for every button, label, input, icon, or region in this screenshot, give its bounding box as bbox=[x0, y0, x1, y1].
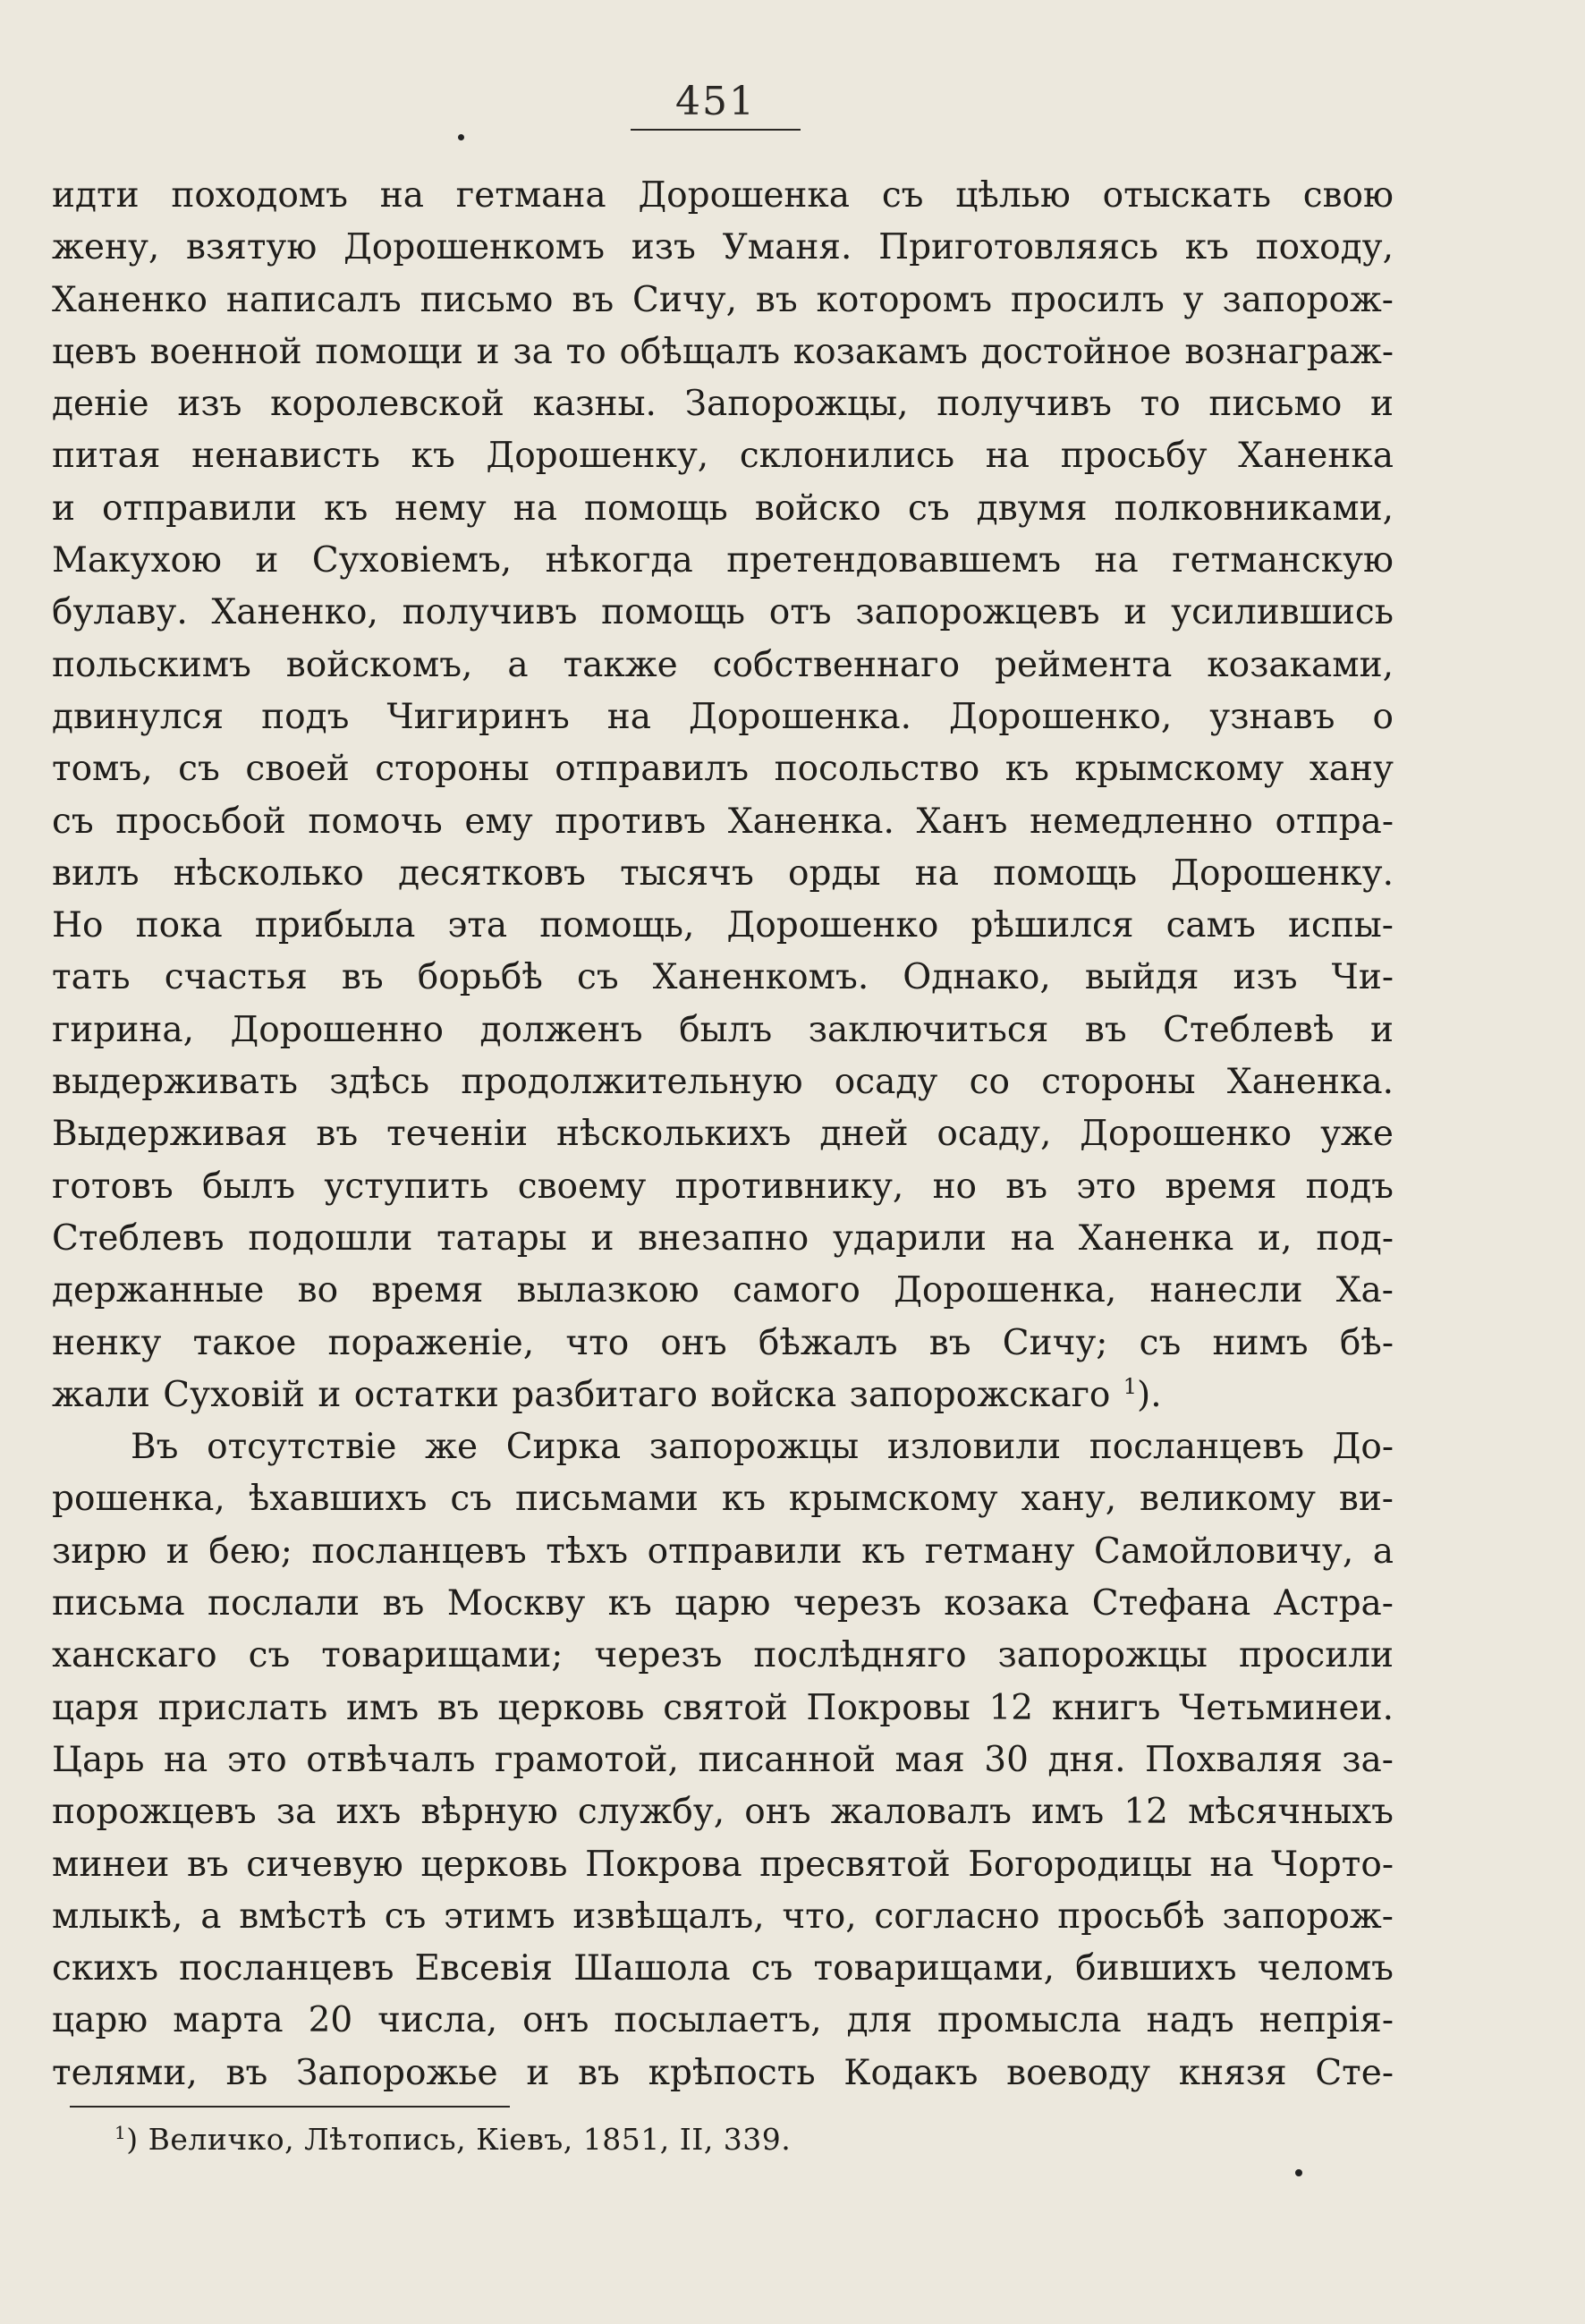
text-line: Стеблевъ подошли татары и внезапно ударили на Ханенка и, под- bbox=[52, 1217, 1394, 1259]
text-line: жену, взятую Дорошенкомъ изъ Уманя. Приготовляясь къ походу, bbox=[52, 227, 1394, 268]
text-line: жали Суховій и остатки разбитаго войска запорожскаго bbox=[52, 1374, 1111, 1415]
text-line: держанные во время вылазкою самого Дорошенка, нанесли Ха- bbox=[52, 1270, 1394, 1311]
text-line: гирина, Дорошенно долженъ былъ заключиться въ Стеблевѣ и bbox=[52, 1009, 1394, 1050]
text-line: идти походомъ на гетмана Дорошенка съ цѣлью отыскать свою bbox=[52, 175, 1394, 216]
print-speck bbox=[458, 134, 464, 140]
text-line: томъ, съ своей стороны отправилъ посольство къ крымскому хану bbox=[52, 749, 1394, 790]
print-speck bbox=[1295, 2169, 1302, 2176]
text-line: царя прислать имъ въ церковь святой Покровы 12 книгъ Четьминеи. bbox=[52, 1687, 1394, 1728]
paragraph-start-line: Въ отсутствіе же Сирка запорожцы изловили посланцевъ До- bbox=[131, 1427, 1394, 1468]
text-line: письма послали въ Москву къ царю черезъ козака Стефана Астра- bbox=[52, 1583, 1394, 1624]
footnote-rule bbox=[70, 2106, 510, 2108]
text-line: булаву. Ханенко, получивъ помощь отъ запорожцевъ и усилившись bbox=[52, 592, 1394, 633]
footnote-marker: 1 bbox=[114, 2122, 127, 2143]
text-line: выдерживать здѣсь продолжительную осаду со стороны Ханенка. bbox=[52, 1062, 1394, 1103]
text-line: Макухою и Суховіемъ, нѣкогда претендовавшемъ на гетманскую bbox=[52, 540, 1394, 581]
text-line: царю марта 20 числа, онъ посылаетъ, для промысла надъ непрія- bbox=[52, 2000, 1394, 2041]
text-line-with-footnote-ref bbox=[52, 1370, 1394, 1421]
text-line: Но пока прибыла эта помощь, Дорошенко рѣшился самъ испы- bbox=[52, 905, 1394, 946]
text-line: двинулся подъ Чигиринъ на Дорошенка. Дорошенко, узнавъ о bbox=[52, 696, 1394, 737]
body-text bbox=[52, 170, 1394, 2099]
text-line: питая ненависть къ Дорошенку, склонились на просьбу Ханенка bbox=[52, 436, 1394, 477]
text-line: Выдерживая въ теченіи нѣсколькихъ дней осаду, Дорошенко уже bbox=[52, 1114, 1394, 1155]
text-line: скихъ посланцевъ Евсевія Шашола съ товарищами, бившихъ челомъ bbox=[52, 1948, 1394, 1989]
text-line: ханскаго съ товарищами; черезъ послѣдняго запорожцы просили bbox=[52, 1635, 1394, 1676]
text-line: телями, въ Запорожье и въ крѣпость Кодакъ воеводу князя Сте- bbox=[52, 2052, 1394, 2093]
footnote-text: ) Величко, Лѣтопись, Кіевъ, 1851, II, 339. bbox=[126, 2122, 792, 2157]
text-line: цевъ военной помощи и за то обѣщалъ козакамъ достойное вознаграж- bbox=[52, 331, 1394, 372]
text-line: зирю и бею; посланцевъ тѣхъ отправили къ гетману Самойловичу, а bbox=[52, 1531, 1394, 1572]
footnote-reference-close: ). bbox=[1137, 1374, 1162, 1415]
page-number-rule bbox=[631, 129, 801, 131]
text-line: рошенка, ѣхавшихъ съ письмами къ крымскому хану, великому ви- bbox=[52, 1479, 1394, 1520]
text-line: тать счастья въ борьбѣ съ Ханенкомъ. Однако, выйдя изъ Чи- bbox=[52, 957, 1394, 998]
text-line: и отправили къ нему на помощь войско съ двумя полковниками, bbox=[52, 488, 1394, 529]
footnote bbox=[114, 2122, 791, 2157]
text-line: деніе изъ королевской казны. Запорожцы, получивъ то письмо и bbox=[52, 384, 1394, 425]
text-line: млыкѣ, а вмѣстѣ съ этимъ извѣщалъ, что, согласно просьбѣ запорож- bbox=[52, 1896, 1394, 1937]
text-line: съ просьбой помочь ему противъ Ханенка. Ханъ немедленно отпра- bbox=[52, 801, 1394, 842]
text-line: ненку такое пораженіе, что онъ бѣжалъ въ Сичу; съ нимъ бѣ- bbox=[52, 1322, 1394, 1363]
text-line: польскимъ войскомъ, а также собственнаго рейментa козаками, bbox=[52, 644, 1394, 685]
text-line: Царь на это отвѣчалъ грамотой, писанной мая 30 дня. Похваляя за- bbox=[52, 1739, 1394, 1780]
page-number: 451 bbox=[675, 79, 756, 124]
text-line: Ханенко написалъ письмо въ Сичу, въ которомъ просилъ у запорож- bbox=[52, 279, 1394, 320]
text-line: минеи въ сичевую церковь Покрова пресвятой Богородицы на Чорто- bbox=[52, 1844, 1394, 1885]
text-line: готовъ былъ уступить своему противнику, но въ это время подъ bbox=[52, 1166, 1394, 1207]
text-line: вилъ нѣсколько десятковъ тысячъ орды на помощь Дорошенку. bbox=[52, 852, 1394, 894]
text-line: порожцевъ за ихъ вѣрную службу, онъ жаловалъ имъ 12 мѣсячныхъ bbox=[52, 1792, 1394, 1833]
footnote-reference: 1 bbox=[1123, 1373, 1138, 1399]
